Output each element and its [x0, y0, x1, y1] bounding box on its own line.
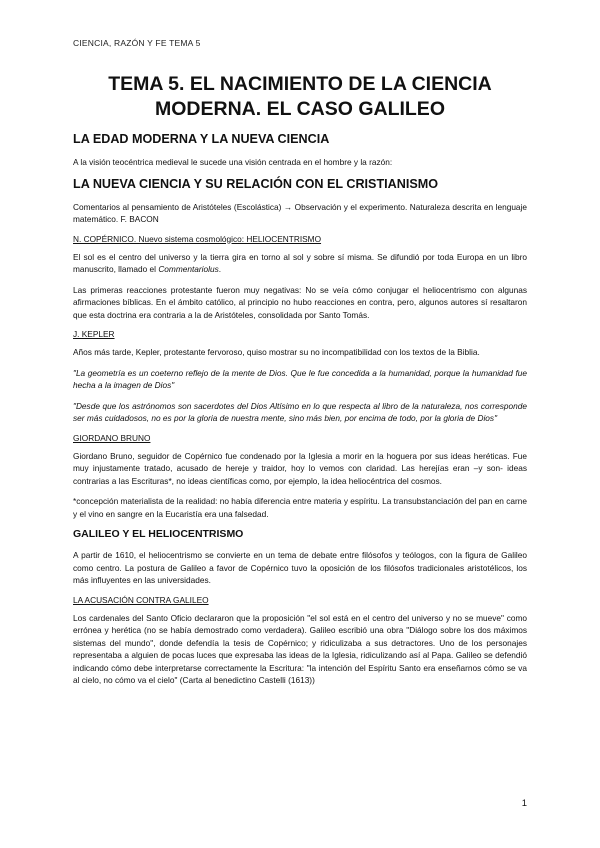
page-title	[73, 72, 527, 122]
paragraph: Las primeras reacciones protestante fueron muy negativas: No se veía cómo conjugar el heliocentrismo con algunas afirmaciones bíblicas. En el ámbito católico, al principio no hubo reacciones en contra, pero, algunos autores sí resaltaron que esta doctrina era contraria a la de Aristóteles, consolidada por Santo Tomás.	[73, 284, 527, 320]
paragraph: Comentarios al pensamiento de Aristóteles (Escolástica) → Observación y el experimento. Naturaleza descrita en lenguaje matemático. F. BACON	[73, 201, 527, 224]
paragraph	[73, 251, 527, 276]
text-run: El sol es el centro del universo y la tierra gira en torno al sol y sobre sí misma. Se difundió por toda Europa en un libro manuscrito, llamado el	[73, 251, 527, 274]
paragraph: A partir de 1610, el heliocentrismo se convierte en un tema de debate entre filósofos y teólogos, con la figura de Galileo como centro. La postura de Galileo a favor de Copérnico tuvo la oposición de los filósofos tradicionales aristotélicos, los más influyentes en las universidades.	[73, 550, 527, 585]
running-header: CIENCIA, RAZÓN Y FE TEMA 5	[73, 38, 201, 48]
heading-edad-moderna: LA EDAD MODERNA Y LA NUEVA CIENCIA	[73, 132, 330, 146]
text-run-italic: Commentariolus	[158, 264, 219, 274]
page-number: 1	[521, 798, 527, 809]
text-run: .	[218, 264, 222, 274]
document-body	[73, 132, 527, 695]
subheading-bruno: GIORDANO BRUNO	[73, 432, 151, 443]
quote-kepler-2: "Desde que los astrónomos son sacerdotes del Dios Altísimo en lo que respecta al libro de la naturaleza, nos corresponde ser más cuidadosos, no es por la gloria de nuestra mente, sino más bien, por encima de todo, por la gloria de Dios"	[73, 400, 527, 423]
title-line-2: MODERNA. EL CASO GALILEO	[155, 98, 445, 120]
subheading-copernico: N. COPÉRNICO. Nuevo sistema cosmológico: HELIOCENTRISMO	[73, 233, 322, 244]
paragraph: Años más tarde, Kepler, protestante fervoroso, quiso mostrar su no incompatibilidad con los textos de la Biblia.	[73, 347, 480, 357]
paragraph: Los cardenales del Santo Oficio declararon que la proposición "el sol está en el centro del universo y no se mueve" como errónea y herética (no se había demostrado como verdadera). Galileo escribió una obra "Diálogo sobre los dos máximos sistemas del mundo", donde defendía la tesis de Copérnico; y ridiculizaba a sus detractores. Uno de los personajes representaba a alguien de pocas luces que expresaba las ideas de la Iglesia, ridiculizando así al Papa. Galileo se defendió indicando cómo debe interpretarse correctamente la Escritura: "la intención del Espíritu Santo era enseñarnos cómo se va al cielo, no cómo va el cielo" (Carta al benedictino Castelli (1613))	[73, 612, 527, 685]
heading-galileo: GALILEO Y EL HELIOCENTRISMO	[73, 528, 244, 540]
paragraph: A la visión teocéntrica medieval le sucede una visión centrada en el hombre y la razón:	[73, 157, 393, 167]
subheading-kepler: J. KEPLER	[73, 329, 115, 339]
heading-nueva-ciencia: LA NUEVA CIENCIA Y SU RELACIÓN CON EL CRISTIANISMO	[73, 176, 439, 191]
title-line-1: TEMA 5. EL NACIMIENTO DE LA CIENCIA	[108, 73, 492, 95]
subheading-acusacion: LA ACUSACIÓN CONTRA GALILEO	[73, 594, 209, 605]
paragraph: *concepción materialista de la realidad: no había diferencia entre materia y espíritu. La transubstanciación del pan en carne y el vino en sangre en la Eucaristía era una falsedad.	[73, 496, 527, 519]
paragraph: Giordano Bruno, seguidor de Copérnico fue condenado por la Iglesia a morir en la hoguera por sus ideas heréticas. Fue muy injustamente tratado, acusado de hereje y traidor, hoy lo vemos con claridad. Las herejías eran –y son- ideas contrarias a las Escrituras*, no ideas científicas como, por ejemplo, la idea heliocéntrica del cosmos.	[73, 450, 527, 486]
quote-kepler-1: "La geometría es un coeterno reflejo de la mente de Dios. Que le fue concedida a la humanidad, porque la humanidad fue hecha a la imagen de Dios"	[73, 367, 527, 390]
